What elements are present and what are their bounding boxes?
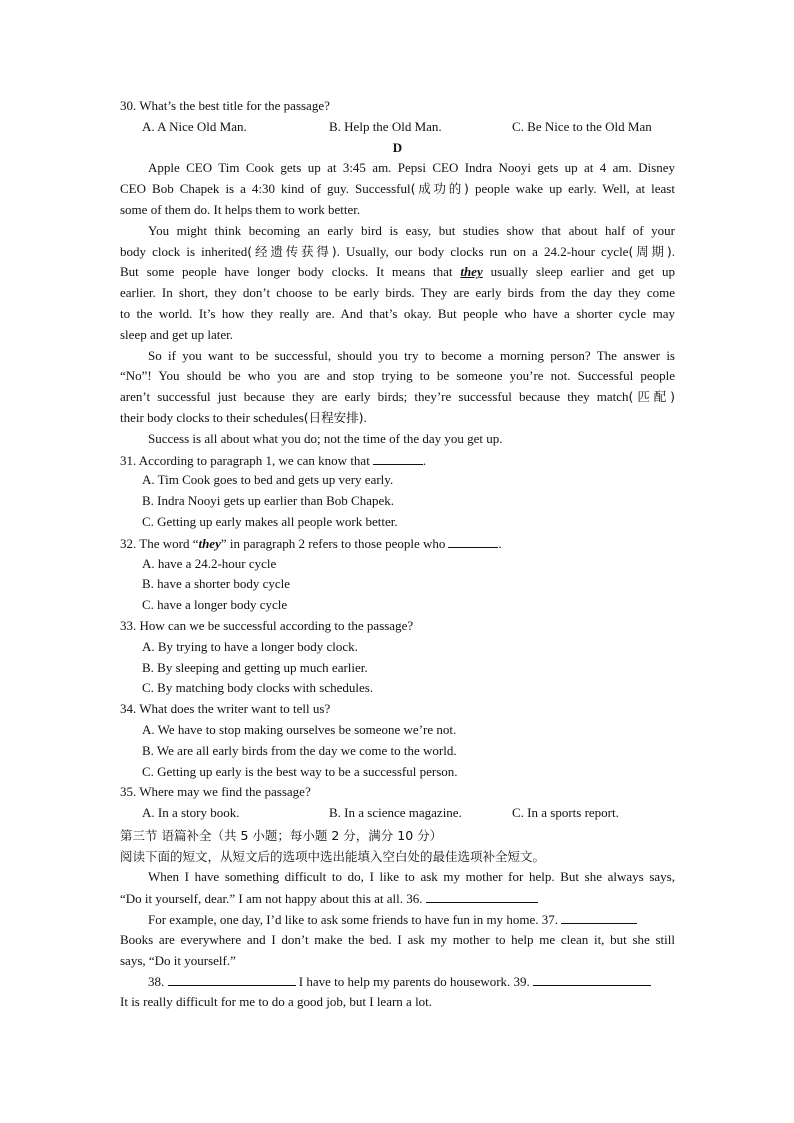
option-a: A. In a story book.	[142, 805, 240, 821]
q34-stem: 34. What does the writer want to tell us?	[120, 701, 331, 717]
passage-line: Books are everywhere and I don’t make the bed. I ask my mother to help me clean it, but she still	[120, 931, 675, 947]
text-span: their body clocks to their schedules	[120, 409, 304, 425]
answer-blank	[561, 909, 637, 924]
passage-line: to the world. It’s how they really are. And that’s okay. But people who have a shorter cycle may	[120, 305, 675, 321]
question-text: 31. According to paragraph 1, we can know that	[120, 452, 370, 468]
chinese-gloss: (周期)	[628, 243, 672, 259]
q33-option-a: A. By trying to have a longer body clock.	[142, 638, 358, 654]
passage-line	[120, 408, 675, 429]
q31-option-b: B. Indra Nooyi gets up earlier than Bob Chapek.	[142, 493, 394, 509]
text-span: aren’t successful just because they are early birds; they’re successful because they match	[120, 389, 629, 405]
passage-line	[120, 888, 675, 909]
q35-options	[120, 803, 675, 824]
passage-line: When I have something difficult to do, I like to ask my mother for help. But she always says,	[148, 869, 675, 885]
q35-stem: 35. Where may we find the passage?	[120, 784, 311, 800]
passage-line	[120, 262, 675, 283]
q33-stem: 33. How can we be successful according to the passage?	[120, 617, 414, 633]
passage-line: says, “Do it yourself.”	[120, 952, 236, 968]
chinese-gloss: (成功的)	[410, 181, 469, 197]
section-instruction: 阅读下面的短文，从短文后的选项中选出能填入空白处的最佳选项补全短文。	[120, 848, 546, 864]
passage-line: Success is all about what you do; not the time of the day you get up.	[148, 430, 503, 446]
section-title: 第三节 语篇补全（共 5 小题；每小题 2 分，满分 10 分）	[120, 827, 443, 843]
answer-blank	[168, 971, 296, 986]
text-span: people wake up early. Well, at least	[468, 181, 675, 197]
option-c: C. Be Nice to the Old Man	[512, 118, 652, 134]
q30-options	[120, 117, 675, 138]
text-span: But some people have longer body clocks. It means that	[120, 264, 461, 280]
chinese-gloss: (日程安排)	[303, 409, 364, 425]
option-b: B. In a science magazine.	[329, 805, 462, 821]
text-span: . Usually, our body clocks run on a 24.2-hour cycle	[336, 243, 629, 259]
option-b: B. Help the Old Man.	[329, 118, 442, 134]
passage-line	[120, 909, 675, 930]
emphasized-word: they	[460, 264, 483, 280]
text-span: 38.	[148, 974, 168, 990]
q34-option-a: A. We have to stop making ourselves be someone we’re not.	[142, 721, 457, 737]
q32-stem: 32. The word “they” in paragraph 2 refers to those people who .	[120, 533, 675, 554]
option-a: A. A Nice Old Man.	[142, 118, 247, 134]
passage-line: You might think becoming an early bird is easy, but studies show that about half of your	[148, 222, 675, 238]
q32-option-c: C. have a longer body cycle	[142, 597, 288, 613]
chinese-gloss: (经遗传获得)	[247, 243, 337, 259]
question-text: ” in paragraph 2 refers to those people who	[220, 535, 446, 551]
passage-line: some of them do. It helps them to work better.	[120, 201, 361, 217]
passage-line	[120, 179, 675, 200]
q34-option-b: B. We are all early birds from the day we come to the world.	[142, 742, 457, 758]
q31-option-c: C. Getting up early makes all people work better.	[142, 513, 398, 529]
answer-blank	[426, 888, 538, 903]
passage-line	[120, 387, 675, 408]
option-c: C. In a sports report.	[512, 805, 619, 821]
question-text: 32. The word “	[120, 535, 199, 551]
answer-blank	[448, 533, 498, 548]
passage-line	[120, 242, 675, 263]
text-span: .	[363, 409, 367, 425]
text-span: .	[671, 243, 675, 259]
passage-label: D	[392, 139, 403, 155]
passage-line: So if you want to be successful, should you try to become a morning person? The answer is	[148, 347, 675, 363]
text-span: usually sleep earlier and get up	[482, 264, 676, 280]
q31-option-a: A. Tim Cook goes to bed and gets up very early.	[142, 472, 394, 488]
passage-line: sleep and get up later.	[120, 326, 233, 342]
q32-option-a: A. have a 24.2-hour cycle	[142, 555, 277, 571]
q34-option-c: C. Getting up early is the best way to be a successful person.	[142, 763, 458, 779]
passage-line: Apple CEO Tim Cook gets up at 3:45 am. Pepsi CEO Indra Nooyi gets up at 4 am. Disney	[148, 160, 675, 176]
passage-line	[120, 971, 675, 992]
q31-stem: 31. According to paragraph 1, we can know that .	[120, 450, 675, 471]
passage-line: It is really difficult for me to do a good job, but I learn a lot.	[120, 994, 433, 1010]
answer-blank	[533, 971, 651, 986]
text-span: I have to help my parents do housework. 39.	[295, 974, 534, 990]
q32-option-b: B. have a shorter body cycle	[142, 576, 291, 592]
passage-line: “No”! You should be who you are and stop trying to be someone you’re not. Successful people	[120, 368, 675, 384]
passage-line: earlier. In short, they don’t choose to be early birds. They are early birds from the day they come	[120, 285, 675, 301]
text-span: “Do it yourself, dear.” I am not happy about this at all. 36.	[120, 891, 426, 907]
q30-stem: 30. What’s the best title for the passage?	[120, 98, 330, 113]
chinese-gloss: (匹配)	[628, 389, 675, 405]
emphasized-word: they	[198, 535, 221, 551]
text-span: body clock is inherited	[120, 243, 248, 259]
text-span: For example, one day, I’d like to ask some friends to have fun in my home. 37.	[148, 912, 562, 928]
q33-option-b: B. By sleeping and getting up much earlier.	[142, 659, 368, 675]
text-span: CEO Bob Chapek is a 4:30 kind of guy. Successful	[120, 181, 411, 197]
exam-page	[120, 96, 675, 1013]
q33-option-c: C. By matching body clocks with schedules.	[142, 680, 374, 696]
answer-blank	[373, 450, 423, 465]
